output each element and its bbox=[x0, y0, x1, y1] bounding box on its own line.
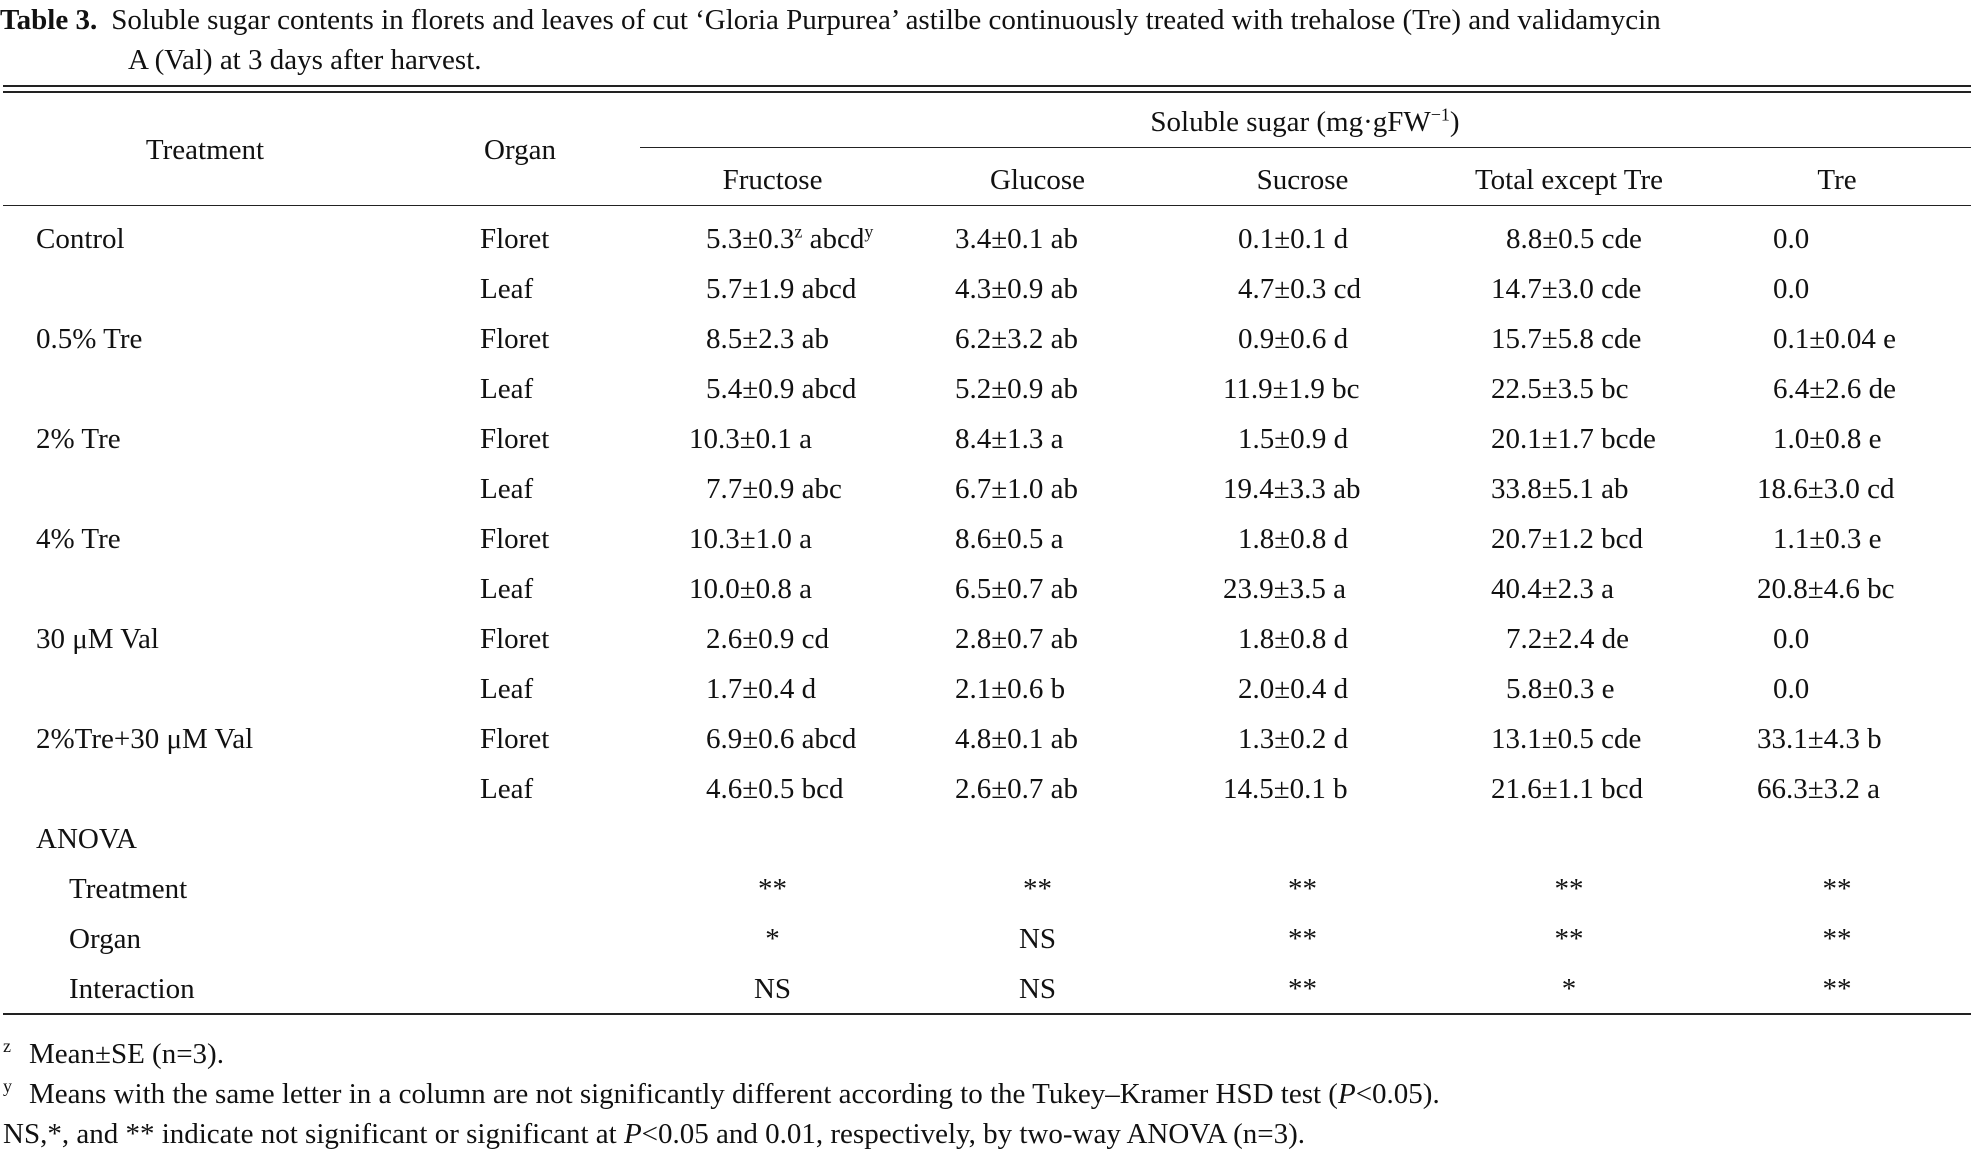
row-sucrose: 11.9±1.9 bc bbox=[1223, 373, 1360, 405]
row-sucrose: 0.1±0.1 d bbox=[1238, 223, 1349, 255]
row-fructose bbox=[706, 221, 873, 257]
footnote-z-mark: z bbox=[794, 221, 803, 242]
header-tre: Tre bbox=[1817, 164, 1857, 196]
row-total: 20.7±1.2 bcd bbox=[1491, 523, 1644, 555]
caption-line2: A (Val) at 3 days after harvest. bbox=[128, 44, 482, 76]
anova-fructose: ** bbox=[758, 873, 787, 905]
header-sucrose: Sucrose bbox=[1256, 164, 1349, 196]
header-glucose: Glucose bbox=[989, 164, 1086, 196]
anova-sucrose: ** bbox=[1288, 923, 1317, 955]
footnote-ns-text-b: <0.05 and 0.01, respectively, by two-way ANOVA (n=3). bbox=[641, 1118, 1306, 1150]
row-glucose: 5.2±0.9 ab bbox=[955, 373, 1079, 405]
row-organ: Floret bbox=[480, 723, 550, 755]
top-rule-2 bbox=[3, 91, 1971, 93]
row-glucose: 6.7±1.0 ab bbox=[955, 473, 1079, 505]
row-total: 5.8±0.3 e bbox=[1506, 673, 1615, 705]
footnote-ns-text-a: NS,*, and ** indicate not significant or significant at bbox=[3, 1118, 624, 1150]
row-glucose: 3.4±0.1 ab bbox=[955, 223, 1079, 255]
header-organ: Organ bbox=[484, 134, 556, 166]
table-caption bbox=[0, 0, 1974, 80]
anova-total: ** bbox=[1554, 873, 1584, 905]
header-fructose: Fructose bbox=[722, 164, 823, 196]
header-group-suffix: ) bbox=[1449, 106, 1460, 138]
header-group-prefix: Soluble sugar (mg·gFW bbox=[1150, 106, 1431, 138]
row-tre: 0.0 bbox=[1773, 623, 1810, 655]
row-tre: 6.4±2.6 de bbox=[1773, 373, 1897, 405]
row-total: 22.5±3.5 bc bbox=[1491, 373, 1629, 405]
row-tre: 66.3±3.2 a bbox=[1757, 773, 1881, 805]
row-sucrose: 1.3±0.2 d bbox=[1238, 723, 1349, 755]
row-tre: 0.1±0.04 e bbox=[1773, 323, 1897, 355]
anova-row-name: Interaction bbox=[69, 973, 195, 1005]
row-sucrose: 1.5±0.9 d bbox=[1238, 423, 1349, 455]
header-total-except-tre: Total except Tre bbox=[1474, 164, 1664, 196]
fructose-letters: abcd bbox=[802, 223, 865, 255]
row-sucrose: 0.9±0.6 d bbox=[1238, 323, 1349, 355]
row-fructose: 6.9±0.6 abcd bbox=[706, 723, 857, 755]
row-glucose: 6.2±3.2 ab bbox=[955, 323, 1079, 355]
row-total: 15.7±5.8 cde bbox=[1491, 323, 1642, 355]
anova-fructose: NS bbox=[753, 973, 792, 1005]
row-sucrose: 1.8±0.8 d bbox=[1238, 523, 1349, 555]
anova-glucose: ** bbox=[1023, 873, 1052, 905]
footnote-y-italic: P bbox=[1337, 1078, 1356, 1110]
row-fructose: 5.4±0.9 abcd bbox=[706, 373, 857, 405]
row-tre: 0.0 bbox=[1773, 273, 1810, 305]
row-fructose: 2.6±0.9 cd bbox=[706, 623, 830, 655]
row-glucose: 8.4±1.3 a bbox=[955, 423, 1064, 455]
row-organ: Leaf bbox=[480, 373, 534, 405]
row-glucose: 2.8±0.7 ab bbox=[955, 623, 1079, 655]
row-sucrose: 2.0±0.4 d bbox=[1238, 673, 1349, 705]
row-tre: 33.1±4.3 b bbox=[1757, 723, 1882, 755]
row-treatment: 2%Tre+30 μM Val bbox=[36, 723, 254, 755]
row-tre: 0.0 bbox=[1773, 223, 1810, 255]
anova-sucrose: ** bbox=[1288, 973, 1317, 1005]
footnote-y-mark: y bbox=[864, 221, 874, 242]
row-fructose: 10.3±0.1 a bbox=[689, 423, 813, 455]
anova-tre: ** bbox=[1822, 923, 1852, 955]
row-treatment: 2% Tre bbox=[36, 423, 121, 455]
row-glucose: 8.6±0.5 a bbox=[955, 523, 1064, 555]
anova-row-name: Organ bbox=[69, 923, 141, 955]
row-total: 40.4±2.3 a bbox=[1491, 573, 1615, 605]
row-organ: Leaf bbox=[480, 573, 534, 605]
row-total: 8.8±0.5 cde bbox=[1506, 223, 1642, 255]
row-organ: Leaf bbox=[480, 673, 534, 705]
row-sucrose: 23.9±3.5 a bbox=[1223, 573, 1347, 605]
row-organ: Floret bbox=[480, 523, 550, 555]
row-fructose: 5.7±1.9 abcd bbox=[706, 273, 857, 305]
footnote-y-text-a: Means with the same letter in a column are not significantly different according to the Tukey–Kramer HSD test ( bbox=[29, 1078, 1338, 1110]
header-soluble-sugar bbox=[640, 104, 1970, 140]
table-bottom-rule bbox=[3, 1013, 1971, 1015]
row-treatment: 4% Tre bbox=[36, 523, 121, 555]
row-tre: 18.6±3.0 cd bbox=[1757, 473, 1895, 505]
anova-fructose: * bbox=[765, 923, 780, 955]
footnote-ns-italic: P bbox=[623, 1118, 642, 1150]
anova-total: * bbox=[1561, 973, 1577, 1005]
row-total: 7.2±2.4 de bbox=[1506, 623, 1630, 655]
row-organ: Floret bbox=[480, 423, 550, 455]
footnote-y-text-b: <0.05). bbox=[1355, 1078, 1440, 1110]
anova-label: ANOVA bbox=[36, 823, 137, 855]
row-tre: 1.1±0.3 e bbox=[1773, 523, 1882, 555]
row-total: 13.1±0.5 cde bbox=[1491, 723, 1642, 755]
anova-glucose: NS bbox=[1018, 973, 1057, 1005]
row-total: 14.7±3.0 cde bbox=[1491, 273, 1642, 305]
row-sucrose: 4.7±0.3 cd bbox=[1238, 273, 1362, 305]
footnote-z: $^z$ Mean±SE (n=3). bbox=[3, 1036, 224, 1070]
row-treatment: Control bbox=[36, 223, 125, 255]
header-subrule bbox=[640, 147, 1971, 148]
row-glucose: 4.3±0.9 ab bbox=[955, 273, 1079, 305]
footnote-z-text: Mean±SE (n=3). bbox=[29, 1038, 224, 1070]
header-bottom-rule bbox=[3, 205, 1971, 206]
row-fructose: 10.0±0.8 a bbox=[689, 573, 813, 605]
row-tre: 20.8±4.6 bc bbox=[1757, 573, 1895, 605]
row-organ: Leaf bbox=[480, 773, 534, 805]
top-rule-1 bbox=[3, 85, 1971, 87]
anova-sucrose: ** bbox=[1288, 873, 1317, 905]
row-organ: Floret bbox=[480, 323, 550, 355]
row-tre: 0.0 bbox=[1773, 673, 1810, 705]
row-fructose: 7.7±0.9 abc bbox=[706, 473, 842, 505]
header-treatment: Treatment bbox=[145, 134, 265, 166]
anova-row-name: Treatment bbox=[69, 873, 188, 905]
row-sucrose: 19.4±3.3 ab bbox=[1223, 473, 1361, 505]
row-organ: Leaf bbox=[480, 473, 534, 505]
row-glucose: 2.1±0.6 b bbox=[955, 673, 1066, 705]
row-fructose: 10.3±1.0 a bbox=[689, 523, 813, 555]
row-sucrose: 14.5±0.1 b bbox=[1223, 773, 1348, 805]
row-total: 21.6±1.1 bcd bbox=[1491, 773, 1644, 805]
row-organ: Leaf bbox=[480, 273, 534, 305]
row-organ: Floret bbox=[480, 223, 550, 255]
row-treatment: 0.5% Tre bbox=[36, 323, 143, 355]
row-total: 33.8±5.1 ab bbox=[1491, 473, 1629, 505]
anova-tre: ** bbox=[1822, 973, 1852, 1005]
row-total: 20.1±1.7 bcde bbox=[1491, 423, 1656, 455]
row-sucrose: 1.8±0.8 d bbox=[1238, 623, 1349, 655]
anova-total: ** bbox=[1554, 923, 1584, 955]
row-fructose: 8.5±2.3 ab bbox=[706, 323, 830, 355]
row-glucose: 6.5±0.7 ab bbox=[955, 573, 1079, 605]
row-treatment: 30 μM Val bbox=[36, 623, 159, 655]
anova-tre: ** bbox=[1822, 873, 1852, 905]
header-group-sup: −1 bbox=[1430, 104, 1450, 125]
footnote-y: $^y$ Means with the same letter in a column are not significantly different according to the Tukey–Kramer HSD test (P<0.05). bbox=[3, 1076, 1440, 1110]
row-glucose: 4.8±0.1 ab bbox=[955, 723, 1079, 755]
row-fructose: 1.7±0.4 d bbox=[706, 673, 817, 705]
caption-line1: Soluble sugar contents in florets and leaves of cut ‘Gloria Purpurea’ astilbe continuously treated with trehalose (Tre) and validamycin bbox=[111, 4, 1661, 36]
fructose-value: 5.3±0.3 bbox=[706, 223, 795, 255]
row-tre: 1.0±0.8 e bbox=[1773, 423, 1882, 455]
anova-glucose: NS bbox=[1018, 923, 1057, 955]
row-organ: Floret bbox=[480, 623, 550, 655]
caption-label: Table 3. bbox=[0, 4, 98, 36]
row-glucose: 2.6±0.7 ab bbox=[955, 773, 1079, 805]
footnote-ns bbox=[3, 1116, 1305, 1152]
row-fructose: 4.6±0.5 bcd bbox=[706, 773, 844, 805]
